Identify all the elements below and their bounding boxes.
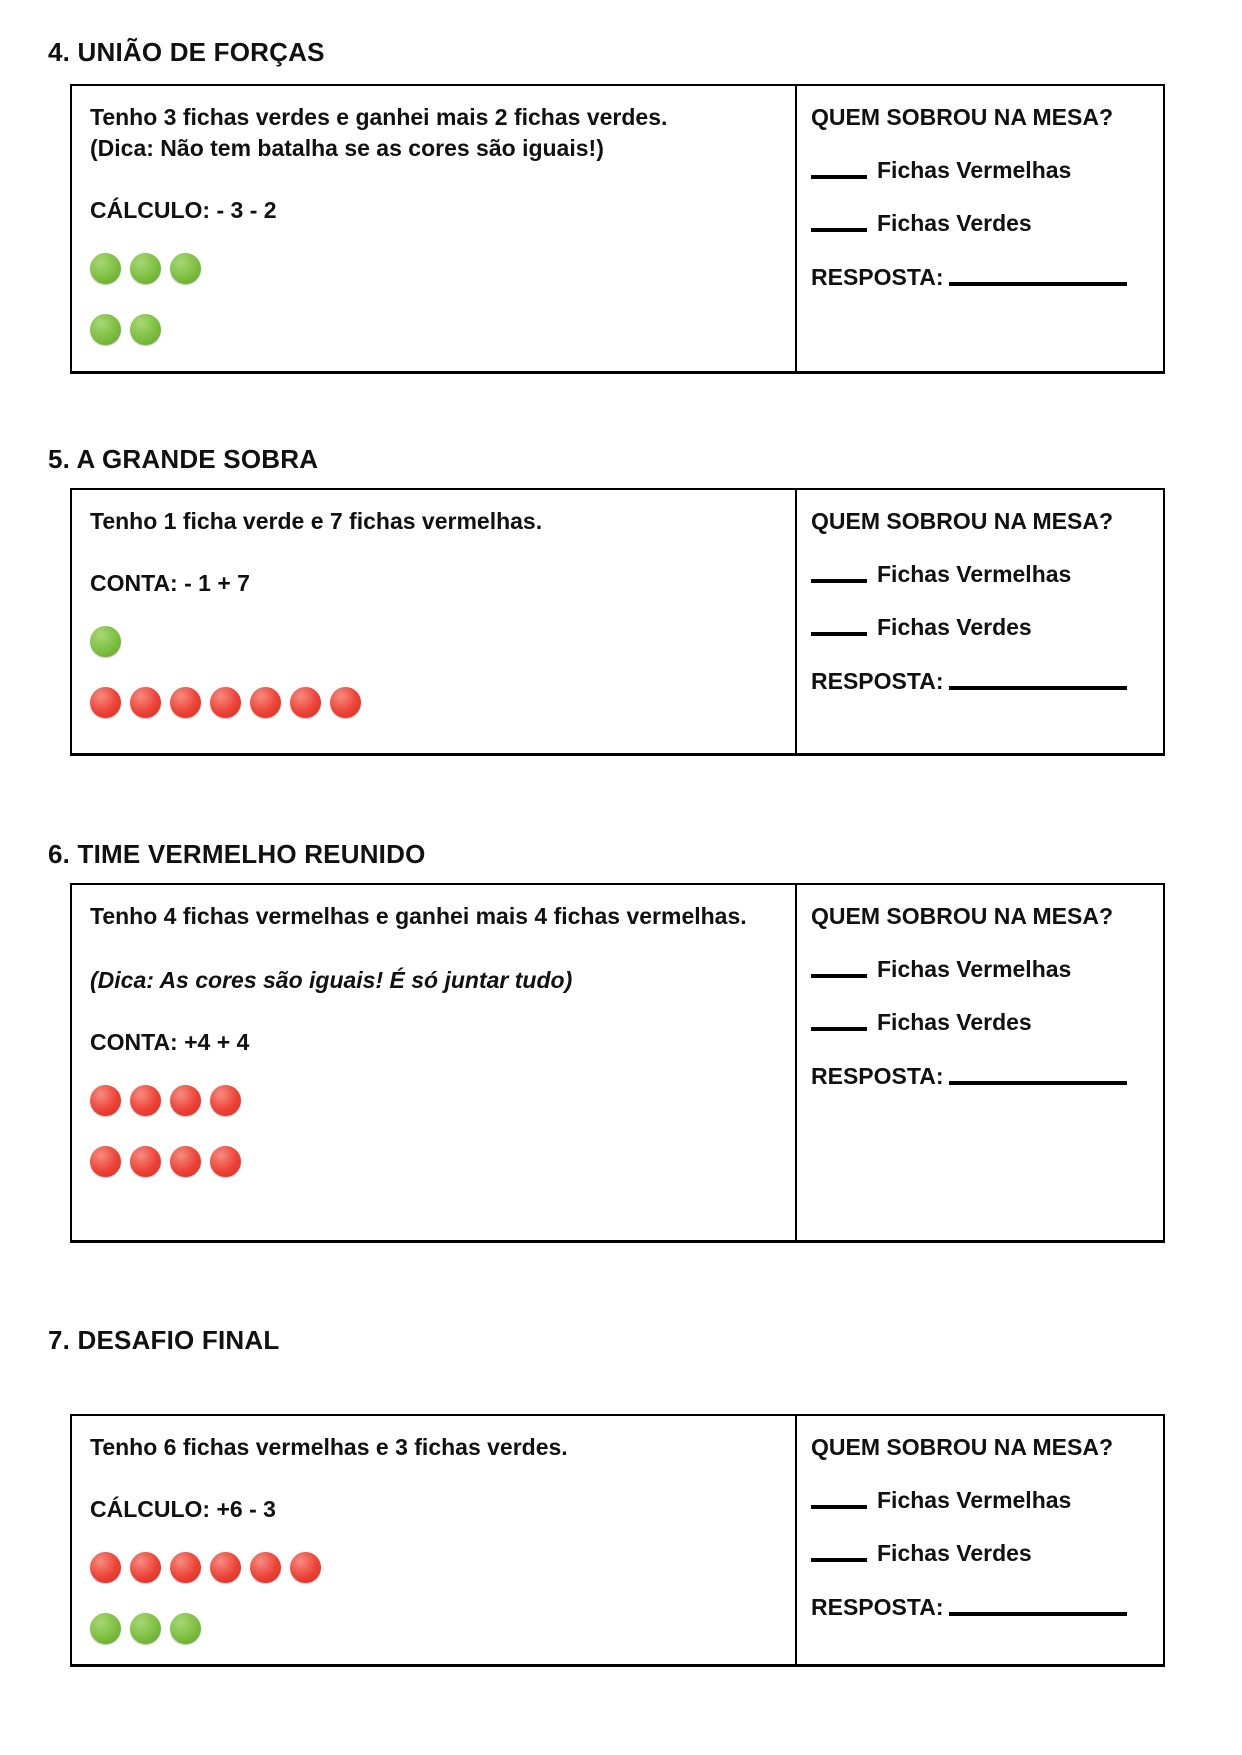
- chips-area: [90, 253, 773, 345]
- green-label: Fichas Verdes: [877, 210, 1032, 236]
- green-chip: [170, 253, 201, 284]
- chips-area: [90, 1085, 773, 1177]
- resposta-label: RESPOSTA:: [811, 1063, 944, 1089]
- section-title: 6. TIME VERMELHO REUNIDO: [48, 839, 426, 869]
- green-count-line: [811, 612, 1151, 643]
- red-chip: [210, 1552, 241, 1583]
- red-chip: [170, 687, 201, 718]
- red-chip: [210, 687, 241, 718]
- hint-text: (Dica: Não tem batalha se as cores são iguais!): [90, 135, 604, 161]
- exercise-section-5: [0, 445, 1242, 756]
- red-label: Fichas Vermelhas: [877, 561, 1072, 587]
- problem-cell: [72, 1416, 795, 1664]
- green-chip: [130, 1613, 161, 1644]
- problem-statement: Tenho 6 fichas vermelhas e 3 fichas verdes.: [90, 1434, 568, 1460]
- green-label: Fichas Verdes: [877, 614, 1032, 640]
- question-heading: QUEM SOBROU NA MESA?: [811, 1434, 1113, 1460]
- green-chip: [90, 626, 121, 657]
- red-label: Fichas Vermelhas: [877, 1487, 1072, 1513]
- red-chip: [210, 1085, 241, 1116]
- section-title: 4. UNIÃO DE FORÇAS: [48, 37, 325, 67]
- red-count-line: [811, 559, 1151, 590]
- answer-blank: [811, 223, 867, 232]
- resposta-label: RESPOSTA:: [811, 264, 944, 290]
- exercise-section-6: [0, 840, 1242, 1243]
- resposta-line: [811, 262, 1151, 293]
- resposta-line: [811, 666, 1151, 697]
- calculation-text: CÁLCULO: - 3 - 2: [90, 197, 277, 223]
- answer-blank: [811, 1022, 867, 1031]
- section-title: 5. A GRANDE SOBRA: [48, 444, 319, 474]
- red-chip: [130, 1085, 161, 1116]
- chip-row: [90, 253, 773, 284]
- answer-cell: [795, 1416, 1163, 1664]
- red-chip: [130, 1552, 161, 1583]
- exercise-box: [70, 1414, 1165, 1667]
- red-chip: [90, 1146, 121, 1177]
- section-title: 7. DESAFIO FINAL: [48, 1325, 280, 1355]
- red-count-line: [811, 954, 1151, 985]
- resposta-line: [811, 1592, 1151, 1623]
- problem-statement: Tenho 3 fichas verdes e ganhei mais 2 fichas verdes.: [90, 104, 668, 130]
- answer-blank: [811, 1553, 867, 1562]
- red-count-line: [811, 1485, 1151, 1516]
- resposta-label: RESPOSTA:: [811, 1594, 944, 1620]
- green-chip: [90, 253, 121, 284]
- chips-area: [90, 626, 773, 718]
- red-chip: [90, 1552, 121, 1583]
- red-chip: [290, 687, 321, 718]
- red-chip: [170, 1085, 201, 1116]
- chip-row: [90, 626, 773, 657]
- chips-area: [90, 1552, 773, 1644]
- calculation-text: CONTA: - 1 + 7: [90, 570, 250, 596]
- green-count-line: [811, 208, 1151, 239]
- answer-blank: [811, 574, 867, 583]
- green-chip: [90, 1613, 121, 1644]
- red-chip: [130, 1146, 161, 1177]
- chip-row: [90, 314, 773, 345]
- green-chip: [90, 314, 121, 345]
- red-chip: [250, 1552, 281, 1583]
- green-count-line: [811, 1538, 1151, 1569]
- problem-cell: [72, 86, 795, 371]
- red-chip: [170, 1552, 201, 1583]
- red-chip: [130, 687, 161, 718]
- resposta-blank: [949, 1607, 1127, 1616]
- green-count-line: [811, 1007, 1151, 1038]
- question-heading: QUEM SOBROU NA MESA?: [811, 508, 1113, 534]
- answer-cell: [795, 490, 1163, 753]
- red-chip: [250, 687, 281, 718]
- resposta-label: RESPOSTA:: [811, 668, 944, 694]
- red-chip: [170, 1146, 201, 1177]
- hint-text: (Dica: As cores são iguais! É só juntar tudo): [90, 967, 573, 993]
- answer-blank: [811, 170, 867, 179]
- chip-row: [90, 1146, 773, 1177]
- chip-row: [90, 1552, 773, 1583]
- red-chip: [290, 1552, 321, 1583]
- problem-statement: Tenho 1 ficha verde e 7 fichas vermelhas.: [90, 508, 543, 534]
- resposta-blank: [949, 277, 1127, 286]
- question-heading: QUEM SOBROU NA MESA?: [811, 104, 1113, 130]
- red-label: Fichas Vermelhas: [877, 956, 1072, 982]
- chip-row: [90, 1613, 773, 1644]
- chip-row: [90, 1085, 773, 1116]
- answer-cell: [795, 86, 1163, 371]
- green-label: Fichas Verdes: [877, 1540, 1032, 1566]
- calculation-text: CÁLCULO: +6 - 3: [90, 1496, 276, 1522]
- red-chip: [90, 687, 121, 718]
- chip-row: [90, 687, 773, 718]
- red-chip: [210, 1146, 241, 1177]
- resposta-line: [811, 1061, 1151, 1092]
- answer-blank: [811, 627, 867, 636]
- problem-statement: Tenho 4 fichas vermelhas e ganhei mais 4 fichas vermelhas.: [90, 903, 747, 929]
- green-chip: [170, 1613, 201, 1644]
- calculation-text: CONTA: +4 + 4: [90, 1029, 250, 1055]
- exercise-section-4: [0, 38, 1242, 374]
- answer-blank: [811, 1500, 867, 1509]
- exercise-box: [70, 84, 1165, 374]
- red-chip: [330, 687, 361, 718]
- exercise-section-7: [0, 1326, 1242, 1667]
- red-count-line: [811, 155, 1151, 186]
- exercise-box: [70, 883, 1165, 1243]
- green-chip: [130, 253, 161, 284]
- resposta-blank: [949, 1076, 1127, 1085]
- problem-cell: [72, 885, 795, 1240]
- problem-cell: [72, 490, 795, 753]
- green-chip: [130, 314, 161, 345]
- red-chip: [90, 1085, 121, 1116]
- red-label: Fichas Vermelhas: [877, 157, 1072, 183]
- resposta-blank: [949, 681, 1127, 690]
- green-label: Fichas Verdes: [877, 1009, 1032, 1035]
- answer-cell: [795, 885, 1163, 1240]
- question-heading: QUEM SOBROU NA MESA?: [811, 903, 1113, 929]
- answer-blank: [811, 969, 867, 978]
- exercise-box: [70, 488, 1165, 756]
